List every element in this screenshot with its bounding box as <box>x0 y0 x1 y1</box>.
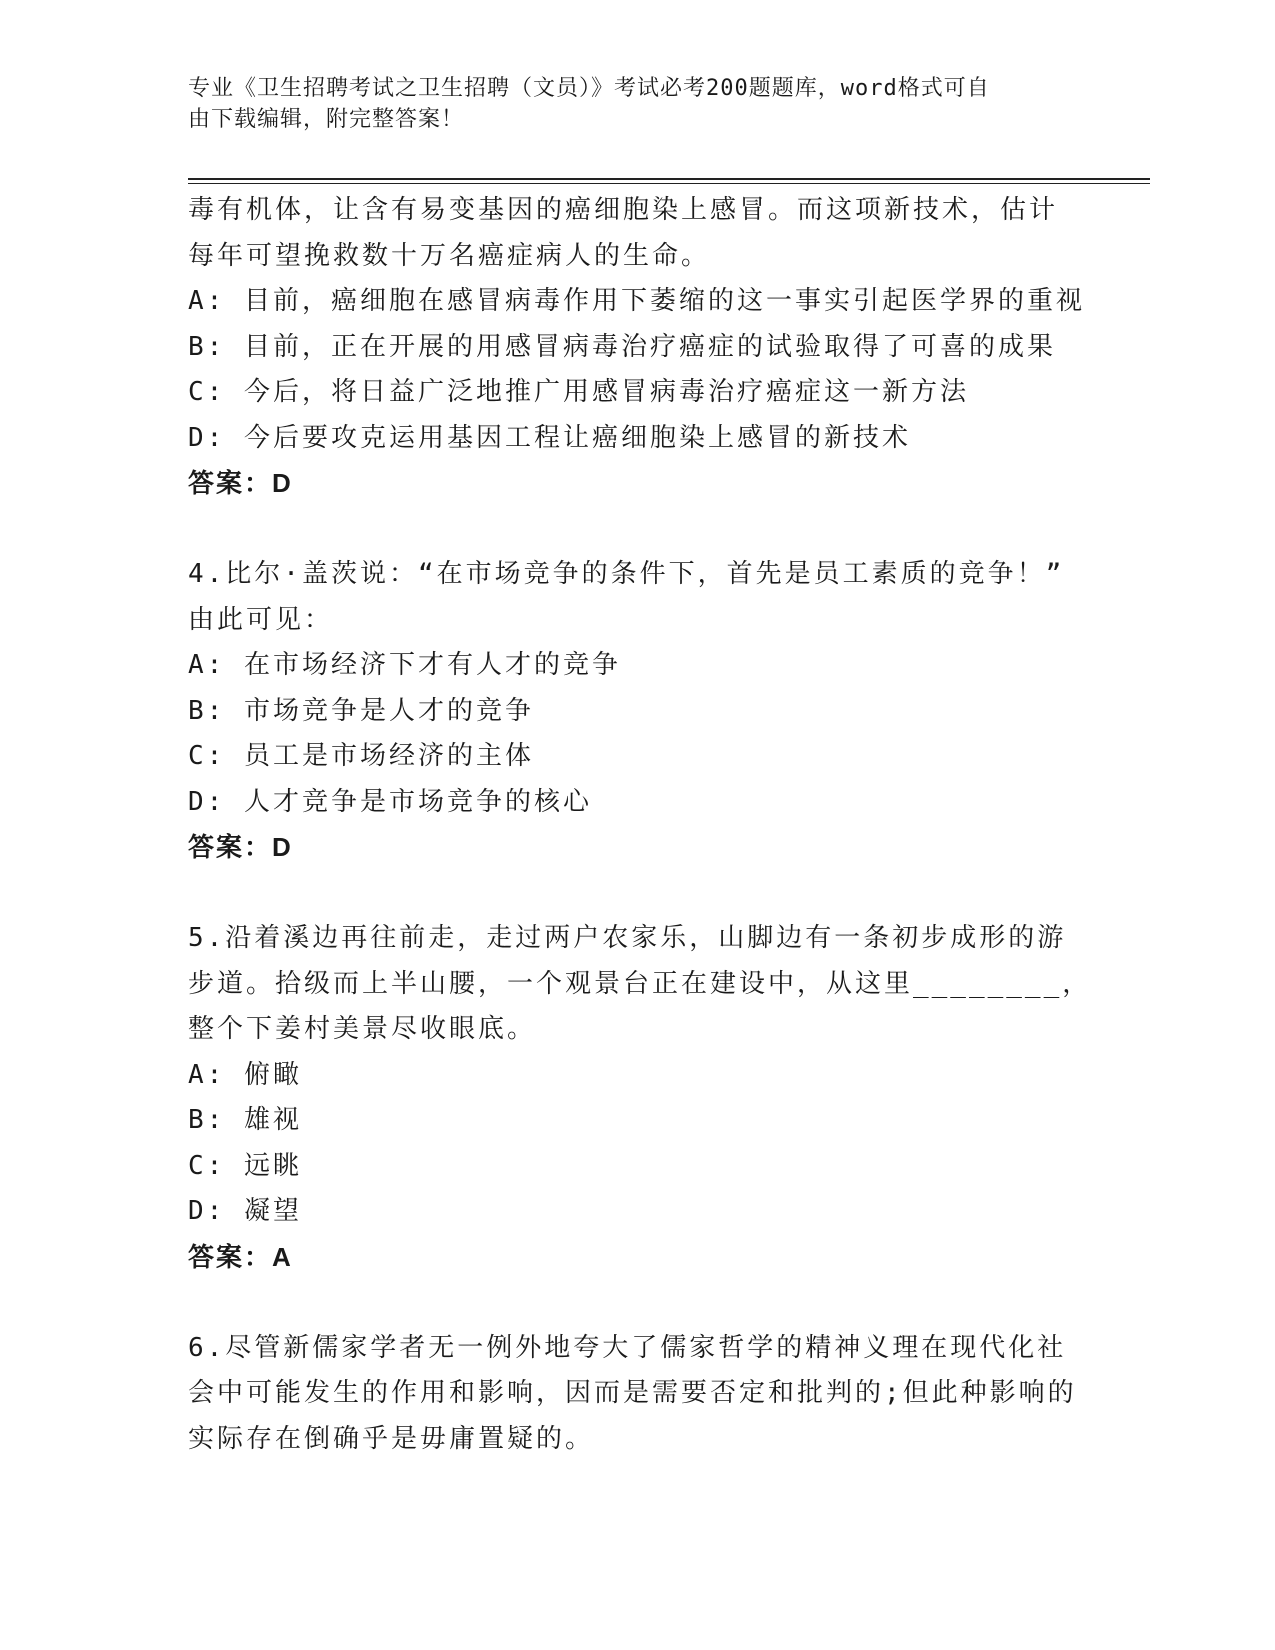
option-b: B: 市场竞争是人才的竞争 <box>188 695 534 726</box>
question-stem-line: 每年可望挽救数十万名癌症病人的生命。 <box>188 240 711 271</box>
spacer <box>188 507 1088 553</box>
option-b: B: 雄视 <box>188 1105 302 1135</box>
option-c: C: 今后，将日益广泛地推广用感冒病毒治疗癌症这一新方法 <box>188 377 969 407</box>
spacer <box>188 1280 1088 1326</box>
question-5 <box>188 916 1092 1280</box>
question-stem-line: 由此可见： <box>188 604 334 635</box>
option-a: A: 俯瞰 <box>188 1059 302 1090</box>
question-stem-line: 5.沿着溪边再往前走，走过两户农家乐，山脚边有一条初步成形的游 <box>188 923 1067 953</box>
header-line-2: 由下载编辑，附完整答案！ <box>188 107 465 132</box>
question-stem-line: 步道。拾级而上半山腰，一个观景台正在建设中，从这里________， <box>188 968 1092 999</box>
option-a: A: 目前，癌细胞在感冒病毒作用下萎缩的这一事实引起医学界的重视 <box>188 286 1085 316</box>
question-3 <box>188 188 1088 507</box>
option-c: C: 员工是市场经济的主体 <box>188 741 534 771</box>
option-d: D: 人才竞争是市场竞争的核心 <box>188 786 592 817</box>
option-c: C: 远眺 <box>188 1150 302 1181</box>
option-d: D: 凝望 <box>188 1196 302 1226</box>
option-b: B: 目前，正在开展的用感冒病毒治疗癌症的试验取得了可喜的成果 <box>188 331 1056 362</box>
question-4 <box>188 552 1088 871</box>
question-stem-line: 4.比尔·盖茨说：“在市场竞争的条件下，首先是员工素质的竞争！” <box>188 559 1065 589</box>
option-a: A: 在市场经济下才有人才的竞争 <box>188 650 621 680</box>
question-6 <box>188 1326 1088 1463</box>
question-stem-line: 毒有机体，让含有易变基因的癌细胞染上感冒。而这项新技术，估计 <box>188 195 1059 225</box>
answer-line: 答案：D <box>188 468 293 498</box>
question-stem-line: 会中可能发生的作用和影响，因而是需要否定和批判的;但此种影响的 <box>188 1378 1077 1408</box>
question-stem-line: 实际存在倒确乎是毋庸置疑的。 <box>188 1423 595 1454</box>
header-rule-thick <box>188 178 1150 180</box>
question-stem-line: 6.尽管新儒家学者无一例外地夸大了儒家哲学的精神义理在现代化社 <box>188 1332 1067 1363</box>
header-line-1: 专业《卫生招聘考试之卫生招聘（文员）》考试必考200题题库，word格式可自 <box>188 76 990 101</box>
spacer <box>188 871 1088 917</box>
option-d: D: 今后要攻克运用基因工程让癌细胞染上感冒的新技术 <box>188 422 911 453</box>
document-body <box>188 188 1092 1462</box>
answer-line: 答案：D <box>188 832 293 862</box>
document-header <box>188 73 1068 135</box>
header-rule-thin <box>188 183 1150 184</box>
question-stem-line: 整个下姜村美景尽收眼底。 <box>188 1014 537 1044</box>
answer-line: 答案：A <box>188 1241 293 1272</box>
